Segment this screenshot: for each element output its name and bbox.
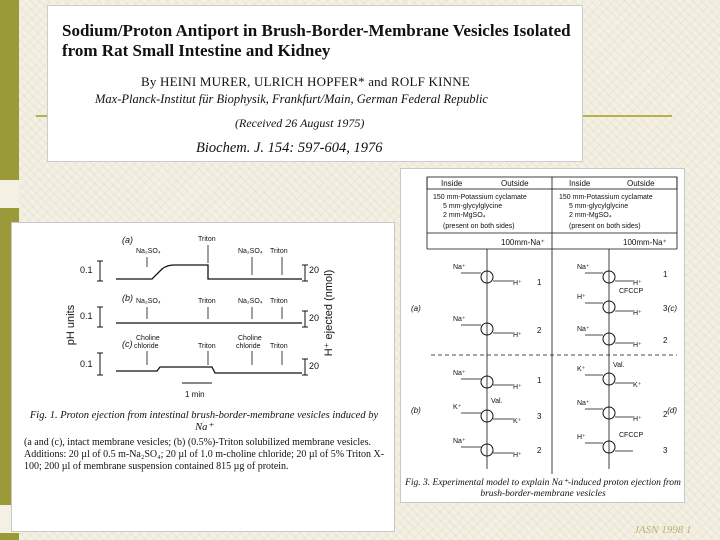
cfccp-label: CFCCP	[619, 288, 644, 295]
svg-text:H⁺: H⁺	[513, 452, 522, 459]
fig1-scale-h: 20	[309, 313, 320, 323]
step-number: 3	[663, 304, 668, 313]
fig1-caption-title: Fig. 1. Proton ejection from intestinal brush-border-membrane vesicles induced by Na⁺	[29, 410, 379, 433]
fig1-scale-bar	[97, 353, 103, 375]
step-number: 2	[537, 446, 542, 455]
trace-c-label: chloride	[236, 343, 261, 350]
trace-c-label: Choline	[136, 335, 160, 342]
fig3-panel-b: (b)	[411, 406, 421, 415]
cfccp-label: CFCCP	[619, 432, 644, 439]
fig1-trace-c	[116, 367, 302, 373]
svg-text:K⁺: K⁺	[633, 382, 642, 389]
step-number: 2	[663, 336, 668, 345]
fig1-panel-b: (b)	[122, 293, 133, 303]
fig1-timebar-label: 1 min	[185, 390, 205, 399]
figure-3	[400, 168, 685, 503]
paper-title: Sodium/Proton Antiport in Brush-Border-Membrane Vesicles Isolated from Rat Small Intestine and Kidney	[62, 21, 571, 60]
step-number: 2	[663, 410, 668, 419]
svg-text:H⁺: H⁺	[577, 294, 586, 301]
trace-c-label: Triton	[270, 343, 288, 350]
fig1-scale-ph: 0.1	[80, 311, 93, 321]
step-number: 1	[537, 376, 542, 385]
fig1-y2label: H⁺ ejected (nmol)	[323, 269, 335, 357]
svg-text:K⁺: K⁺	[577, 366, 586, 373]
fig1-scale-bar-right	[302, 311, 308, 327]
svg-text:Na⁺: Na⁺	[453, 438, 466, 445]
fig1-ylabel: pH units	[65, 304, 77, 346]
fig1-scale-ph: 0.1	[80, 265, 93, 275]
condition-text: (present on both sides)	[443, 223, 515, 230]
na-label: 100mm-Na⁺	[623, 238, 667, 247]
fig1-scale-h: 20	[309, 265, 320, 275]
svg-text:Na⁺: Na⁺	[453, 264, 466, 271]
svg-text:Na⁺: Na⁺	[453, 370, 466, 377]
step-number: 1	[537, 278, 542, 287]
step-number: 1	[663, 270, 668, 279]
journal-citation: Biochem. J. 154: 597-604, 1976	[196, 140, 383, 156]
step-number: 3	[663, 446, 668, 455]
trace-a-label: Na₂SO₄	[238, 248, 263, 255]
fig1-scale-h: 20	[309, 361, 320, 371]
condition-text: 2 mm-MgSO₄	[443, 212, 486, 219]
svg-text:H⁺: H⁺	[633, 280, 642, 287]
svg-text:H⁺: H⁺	[633, 342, 642, 349]
na-label: 100mm-Na⁺	[501, 238, 545, 247]
fig1-arrows	[147, 307, 282, 319]
fig1-panel-c: (c)	[122, 339, 133, 349]
svg-text:Na⁺: Na⁺	[577, 400, 590, 407]
condition-text: 5 mm-glycylglycine	[443, 203, 503, 210]
val-label: Val.	[613, 362, 625, 369]
figure-1	[11, 222, 395, 532]
trace-b-label: Na₂SO₄	[238, 298, 263, 305]
trace-a-label: Na₂SO₄	[136, 248, 161, 255]
col-header: Inside	[569, 179, 591, 188]
trace-c-label: Triton	[198, 343, 216, 350]
fig1-scale-bar	[97, 261, 103, 281]
received-date: (Received 26 August 1975)	[235, 116, 365, 130]
paper-header-card	[47, 5, 583, 162]
fig1-scale-bar	[97, 307, 103, 327]
svg-text:H⁺: H⁺	[577, 434, 586, 441]
svg-text:H⁺: H⁺	[513, 280, 522, 287]
condition-text: 150 mm-Potassium cyclamate	[559, 194, 653, 201]
sidebar-notch	[0, 180, 19, 208]
fig3-caption-title: Fig. 3. Experimental model to explain Na⁺-induced proton ejection from brush-border-membrane vesicles	[405, 478, 681, 499]
paper-affiliation: Max-Planck-Institut für Biophysik, Frankfurt/Main, German Federal Republic	[95, 92, 488, 106]
svg-text:Na⁺: Na⁺	[577, 326, 590, 333]
col-header: Outside	[627, 179, 655, 188]
svg-text:H⁺: H⁺	[633, 416, 642, 423]
svg-text:K⁺: K⁺	[453, 404, 462, 411]
trace-b-label: Triton	[270, 298, 288, 305]
step-number: 3	[537, 412, 542, 421]
col-header: Outside	[501, 179, 529, 188]
svg-text:H⁺: H⁺	[633, 310, 642, 317]
trace-c-label: Choline	[238, 335, 262, 342]
fig1-scale-bar-right	[302, 359, 308, 375]
trace-b-label: Na₂SO₄	[136, 298, 161, 305]
step-number: 2	[537, 326, 542, 335]
figure-1-traces	[12, 223, 394, 408]
fig1-scale-bar-right	[302, 265, 308, 281]
svg-text:Na⁺: Na⁺	[453, 316, 466, 323]
trace-a-label: Triton	[270, 248, 288, 255]
svg-text:H⁺: H⁺	[513, 332, 522, 339]
condition-text: 2 mm-MgSO₄	[569, 212, 612, 219]
fig1-panel-a: (a)	[122, 235, 133, 245]
trace-c-label: chloride	[134, 343, 159, 350]
svg-text:K⁺: K⁺	[513, 418, 522, 425]
figure-3-model	[401, 169, 684, 474]
val-label: Val.	[491, 398, 503, 405]
fig3-panel-c: (c)	[667, 304, 677, 313]
paper-authors: By HEINI MURER, ULRICH HOPFER* and ROLF KINNE	[141, 74, 470, 89]
fig3-panel-a: (a)	[411, 304, 421, 313]
footer-reference: JASN 1998 1	[634, 524, 692, 536]
col-header: Inside	[441, 179, 463, 188]
fig1-arrows	[147, 351, 282, 365]
condition-text: 5 mm-glycylglycine	[569, 203, 629, 210]
trace-b-label: Triton	[198, 298, 216, 305]
condition-text: 150 mm-Potassium cyclamate	[433, 194, 527, 201]
fig1-scale-ph: 0.1	[80, 359, 93, 369]
fig3-panel-d: (d)	[667, 406, 677, 415]
svg-text:Na⁺: Na⁺	[577, 264, 590, 271]
trace-a-label: Triton	[198, 236, 216, 243]
condition-text: (present on both sides)	[569, 223, 641, 230]
fig1-trace-a	[116, 265, 302, 279]
svg-text:H⁺: H⁺	[513, 384, 522, 391]
fig1-caption-body: (a and (c), intact membrane vesicles; (b) (0.5%)-Triton solubilized membrane vesicles. Additions: 20 µl of 0.5 m-Na₂SO₄; 20 µl of 1.0 m-choline chloride; 20 µl of 5% Triton X-100; 200 µl of membrane suspension contained 815 µg of protein.	[24, 437, 385, 472]
